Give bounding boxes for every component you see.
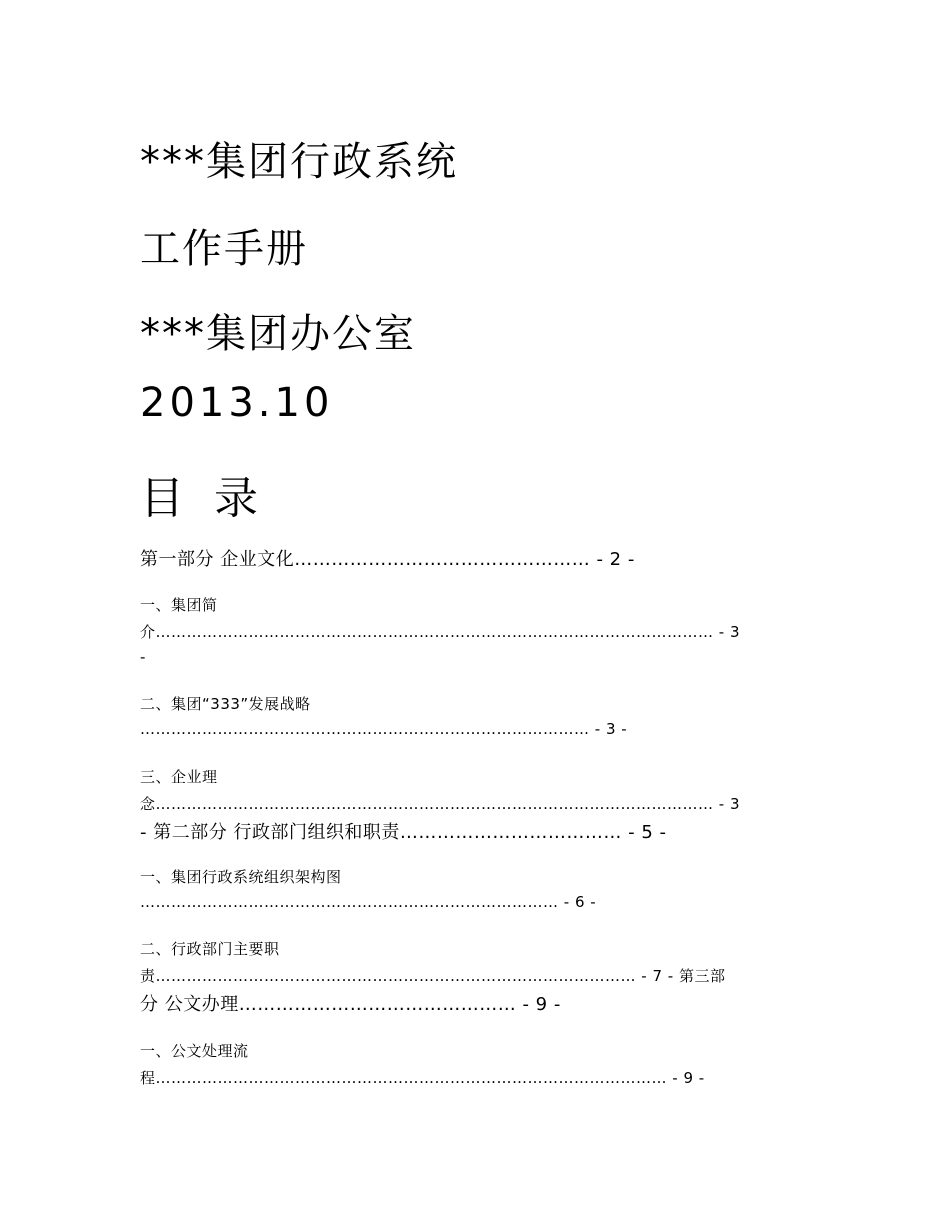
toc-entry-group-intro-page-tail: - <box>140 648 146 666</box>
toc-entry-philosophy: 三、企业理 <box>140 768 218 786</box>
cover-organization: ***集团办公室 <box>140 311 416 357</box>
toc-entry-duties-leader: 责………………………………………………………………………………… - 7 - 第三部 <box>140 967 726 985</box>
toc-entry-org-chart: 一、集团行政系统组织架构图 <box>140 868 342 886</box>
toc-entry-group-intro-leader: 介……………………………………………………………………………………………… - 3 <box>140 623 740 641</box>
toc-part1: 第一部分 企业文化………………………………………… - 2 - <box>140 549 635 570</box>
toc-part3: 分 公文办理……………………………………… - 9 - <box>140 994 561 1015</box>
cover-title-line2: 工作手册 <box>140 226 308 272</box>
toc-entry-strategy-leader: …………………………………………………………………………… - 3 - <box>140 720 628 738</box>
toc-entry-philosophy-leader: 念……………………………………………………………………………………………… - 3 <box>140 795 740 813</box>
toc-entry-duties: 二、行政部门主要职 <box>140 940 280 958</box>
toc-entry-strategy: 二、集团“333”发展战略 <box>140 695 311 713</box>
toc-entry-document-flow-leader: 程……………………………………………………………………………………… - 9 - <box>140 1069 705 1087</box>
toc-entry-org-chart-leader: ……………………………………………………………………… - 6 - <box>140 893 597 911</box>
toc-entry-group-intro: 一、集团简 <box>140 596 218 614</box>
cover-title-line1: ***集团行政系统 <box>140 139 458 185</box>
cover-date: 2013.10 <box>140 380 334 426</box>
toc-part2: - 第二部分 行政部门组织和职责……………………………… - 5 - <box>140 822 667 843</box>
toc-heading: 目 录 <box>140 473 266 524</box>
toc-entry-document-flow: 一、公文处理流 <box>140 1042 249 1060</box>
